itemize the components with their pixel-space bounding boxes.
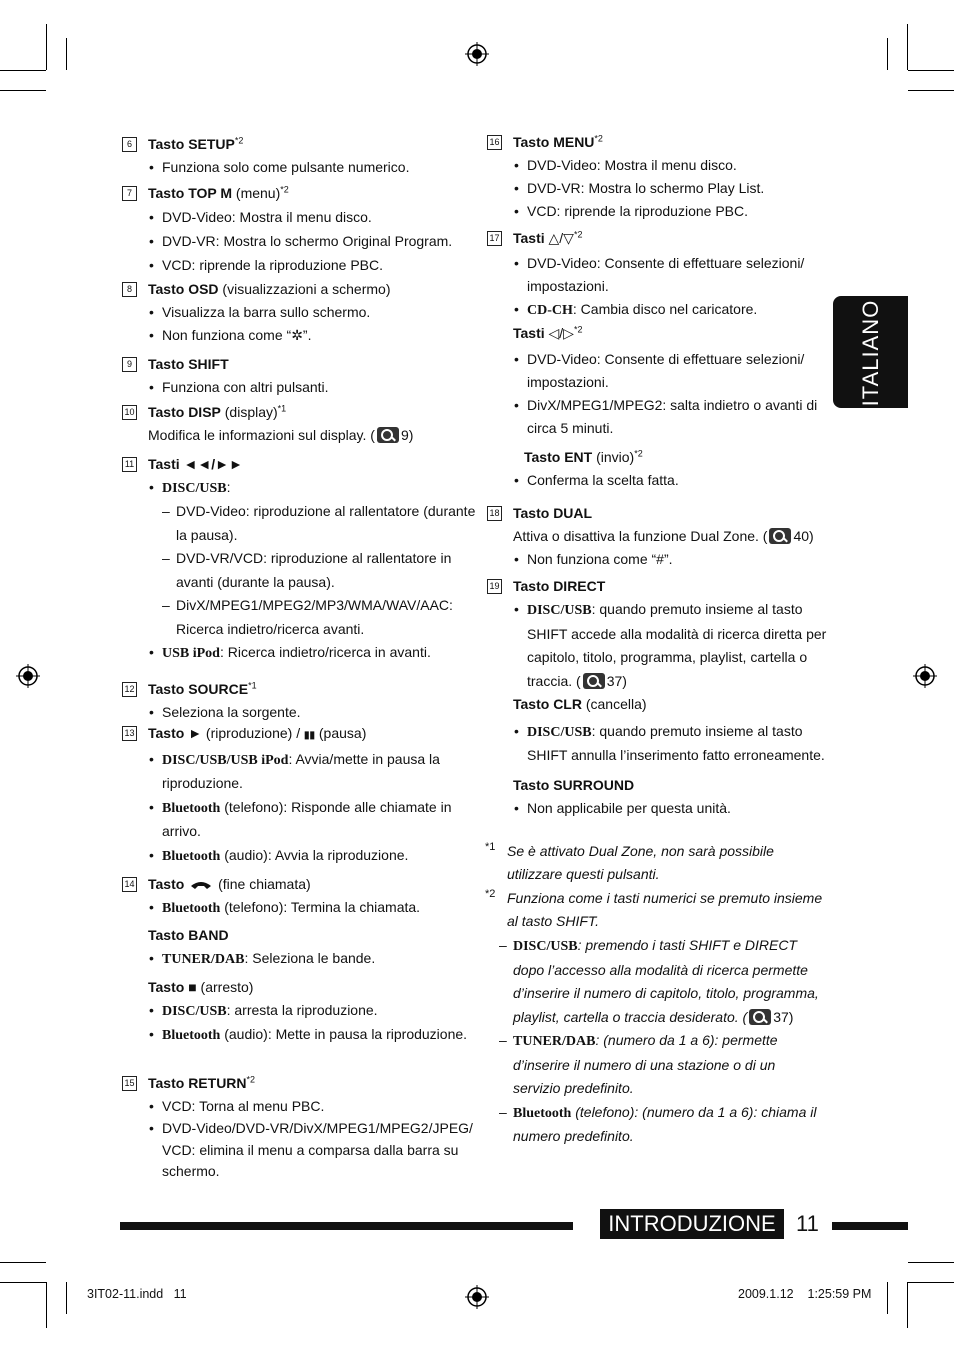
list-item: • Visualizza la barra sullo schermo.	[148, 301, 478, 324]
entry-number: 13	[122, 726, 137, 741]
list-item: – DivX/MPEG1/MPEG2/MP3/WMA/WAV/AAC: Ricerca indietro/ricerca avanti.	[148, 594, 478, 641]
entry-number: 11	[122, 457, 137, 472]
entry-title: Tasto SOURCE	[148, 681, 249, 697]
entry-title: Tasto MENU	[513, 134, 595, 150]
entry-number: 17	[487, 231, 502, 246]
entry-number: 9	[122, 357, 137, 372]
footnote-mark: *2	[485, 888, 496, 900]
entry-number: 16	[487, 135, 502, 150]
registration-mark-icon	[465, 42, 489, 66]
magnifier-icon	[749, 1009, 771, 1025]
footnotes: *1 Se è attivato Dual Zone, non sarà possibile utilizzare questi pulsanti. *2 Funziona come i tasti numerici se premuto insieme al tasto SHIFT. – DISC/USB: premendo i tasti SHIFT e DIRECT dopo l’accesso alla modalità di ricerca permette d’inserire il numero di capitolo, titolo, programma, playlist, cartella o traccia desiderato. ( 37) – TUNER/DAB: (numero da 1 a 6): permette d’inserire il numero di una stazione o di un servizio predefinito. – Bluetooth (telefono): (numero da 1 a 6): chiama il numero predefinito.	[485, 840, 825, 1149]
crop-mark	[0, 90, 46, 91]
crop-mark	[908, 90, 954, 91]
list-item: • DVD-Video: Consente di effettuare selezioni/ impostazioni.	[513, 252, 843, 298]
magnifier-icon	[769, 528, 791, 544]
crop-mark	[908, 1262, 954, 1263]
entry-number: 7	[122, 186, 137, 201]
entry-title: Tasto DISP	[148, 404, 221, 420]
entry-6: 6 Tasto SETUP$^{*2}$ • Funziona solo come pulsante numerico.	[148, 133, 478, 179]
entry-19: 19 Tasto DIRECT • DISC/USB: quando premuto insieme al tasto SHIFT accede alla modalità di ricerca diretta per capitolo, titolo, programma, playlist, cartella o traccia. ( 37) Tasto CLR (cancella) • DISC/USB: quando premuto insieme al tasto SHIFT annulla l’inserimento fatto erroneamente. Tasto SURROUND • Non applicabile per questa unità.	[513, 575, 843, 820]
pause-icon: ▮▮	[303, 730, 315, 741]
sub-title: Tasto SURROUND	[513, 777, 635, 793]
crop-mark	[887, 1282, 888, 1314]
entry-number: 6	[122, 137, 137, 152]
entry-17: 17 Tasti △/▽$^{*2}$ • DVD-Video: Consente di effettuare selezioni/ impostazioni. • CD-CH: Cambia disco nel caricatore. Tasti ◁/▷$^{*2}$ • DVD-Video: Consente di effettuare selezioni/ impostazioni. • DivX/MPEG1/MPEG2: salta indietro o avanti di circa 5 minuti. Tasto ENT (invio)$^{*2}$ • Conferma la scelta fatta.	[513, 227, 843, 492]
registration-mark-icon	[465, 1285, 489, 1309]
list-item: • DVD-VR: Mostra lo schermo Play List.	[513, 177, 843, 200]
asterisk-icon: ✲	[291, 327, 303, 343]
sub-title: Tasti	[513, 325, 545, 341]
entry-15: 15 Tasto RETURN$^{*2}$ • VCD: Torna al menu PBC. • DVD-Video/DVD-VR/DivX/MPEG1/MPEG2/JPEG/ VCD: elimina il menu a comparsa dalla barra su schermo.	[148, 1072, 478, 1183]
sub-title: Tasto BAND	[148, 927, 229, 943]
side-tab	[833, 296, 908, 408]
crop-mark	[46, 24, 47, 70]
entry-number: 14	[122, 877, 137, 892]
crop-mark	[907, 24, 908, 70]
entry-title: Tasto	[148, 876, 185, 892]
crop-mark	[887, 38, 888, 70]
sub-title: Tasto CLR	[513, 696, 582, 712]
list-item: • Seleziona la sorgente.	[148, 701, 478, 724]
footnote-mark: *1	[485, 841, 496, 853]
entry-title: Tasto RETURN	[148, 1075, 247, 1091]
entry-title: Tasto DIRECT	[513, 578, 606, 594]
list-item: • DVD-Video/DVD-VR/DivX/MPEG1/MPEG2/JPEG/ VCD: elimina il menu a comparsa dalla barra su schermo.	[148, 1118, 478, 1183]
crop-mark	[0, 70, 46, 71]
registration-mark-icon	[913, 664, 937, 688]
entry-title: Tasto ►	[148, 725, 203, 741]
list-item: • Non applicabile per questa unità.	[513, 797, 843, 820]
entry-14: 14 Tasto (fine chiamata) • Bluetooth (telefono): Termina la chiamata. Tasto BAND • TUNER/DAB: Seleziona le bande. Tasto ■ (arresto) • DISC/USB: arresta la riproduzione. • Bluetooth (audio): Mette in pausa la riproduzione.	[148, 873, 478, 1047]
entry-12: 12 Tasto SOURCE$^{*1}$ • Seleziona la sorgente.	[148, 678, 478, 724]
magnifier-icon	[583, 673, 605, 689]
registration-mark-icon	[16, 664, 40, 688]
magnifier-icon	[377, 427, 399, 443]
entry-number: 10	[122, 405, 137, 420]
list-item: – DVD-Video: riproduzione al rallentatore (durante la pausa).	[148, 500, 478, 547]
crop-mark	[907, 1282, 908, 1328]
entry-13: 13 Tasto ► (riproduzione) / ▮▮ (pausa) • DISC/USB/USB iPod: Avvia/mette in pausa la riproduzione. • Bluetooth (telefono): Risponde alle chiamate in arrivo. • Bluetooth (audio): Avvia la riproduzione.	[148, 722, 478, 868]
list-item: • Funziona solo come pulsante numerico.	[148, 156, 478, 179]
entry-9	[126, 353, 478, 399]
entry-title: Tasto SETUP	[148, 136, 235, 152]
page-number: 11	[796, 1211, 819, 1236]
entry-title: Tasto OSD	[148, 281, 219, 297]
footer-rule-left	[120, 1222, 573, 1230]
entry-18: 18 Tasto DUAL Attiva o disattiva la funzione Dual Zone. ( 40) • Non funziona come “#”.	[513, 502, 843, 571]
entry-8: 8 Tasto OSD (visualizzazioni a schermo) • Visualizza la barra sullo schermo. • Non funziona come “✲”.	[148, 278, 478, 347]
slug-file: 3IT02-11.indd 11	[87, 1287, 187, 1301]
list-item: • DVD-Video: Mostra il menu disco.	[513, 154, 843, 177]
entry-number: 8	[122, 282, 137, 297]
entry-title: Tasti ◄◄/►►	[148, 456, 243, 472]
entry-number: 15	[122, 1076, 137, 1091]
list-item: • Non funziona come “✲”.	[148, 324, 478, 347]
sub-title: Tasto ENT	[524, 449, 593, 465]
list-item: • DivX/MPEG1/MPEG2: salta indietro o avanti di circa 5 minuti.	[513, 394, 843, 440]
entry-16: 16 Tasto MENU$^{*2}$ • DVD-Video: Mostra il menu disco. • DVD-VR: Mostra lo schermo Play List. • VCD: riprende la riproduzione PBC.	[513, 131, 843, 223]
side-tab-label: ITALIANO	[858, 299, 883, 407]
entry-7: 7 Tasto TOP M (menu)$^{*2}$ • DVD-Video: Mostra il menu disco. • DVD-VR: Mostra lo schermo Original Program. • VCD: riprende la riproduzione PBC.	[148, 182, 478, 277]
slug-date: 2009.1.12 1:25:59 PM	[738, 1287, 872, 1301]
entry-number: 18	[487, 506, 502, 521]
list-item: • DVD-Video: Consente di effettuare selezioni/ impostazioni.	[513, 348, 843, 394]
list-item: – DVD-VR/VCD: riproduzione al rallentatore in avanti (durante la pausa).	[148, 547, 478, 594]
crop-mark	[908, 70, 954, 71]
list-item: • Conferma la scelta fatta.	[513, 469, 843, 492]
crop-mark	[908, 1282, 954, 1283]
footer-section-label: INTRODUZIONE	[608, 1211, 776, 1236]
list-item: • VCD: Torna al menu PBC.	[148, 1095, 478, 1118]
crop-mark	[66, 1282, 67, 1314]
list-item: • DVD-Video: Mostra il menu disco.	[148, 206, 478, 229]
entry-11: 11 Tasti ◄◄/►► • DISC/USB: – DVD-Video: riproduzione al rallentatore (durante la pausa). – DVD-VR/VCD: riproduzione al rallentatore in avanti (durante la pausa). – DivX/MPEG1/MPEG2/MP3/WMA/WAV/AAC: Ricerca indietro/ricerca avanti. • USB iPod: Ricerca indietro/ricerca in avanti.	[148, 453, 478, 665]
crop-mark	[0, 1262, 46, 1263]
entry-10: 10 Tasto DISP (display)$^{*1}$ Modifica le informazioni sul display. ( 9)	[148, 401, 478, 447]
entry-title: Tasti	[513, 230, 545, 246]
entry-number: 19	[487, 579, 502, 594]
crop-mark	[0, 1282, 46, 1283]
entry-title: Tasto DUAL	[513, 505, 593, 521]
footer-rule-right	[832, 1222, 908, 1230]
crop-mark	[46, 1282, 47, 1328]
list-item: • DVD-VR: Mostra lo schermo Original Program.	[148, 230, 478, 253]
phone-hangup-icon	[190, 880, 212, 890]
list-item: • VCD: riprende la riproduzione PBC.	[513, 200, 843, 223]
list-item: • VCD: riprende la riproduzione PBC.	[148, 254, 478, 277]
footer-section-box	[600, 1209, 784, 1239]
entry-number: 12	[122, 682, 137, 697]
entry-title: Tasto TOP M	[148, 185, 233, 201]
entry-title: Tasto SHIFT	[148, 356, 229, 372]
list-item: • Non funziona come “#”.	[513, 548, 843, 571]
list-item: • Funziona con altri pulsanti.	[148, 376, 478, 399]
sub-title: Tasto ■	[148, 979, 197, 995]
crop-mark	[66, 38, 67, 70]
